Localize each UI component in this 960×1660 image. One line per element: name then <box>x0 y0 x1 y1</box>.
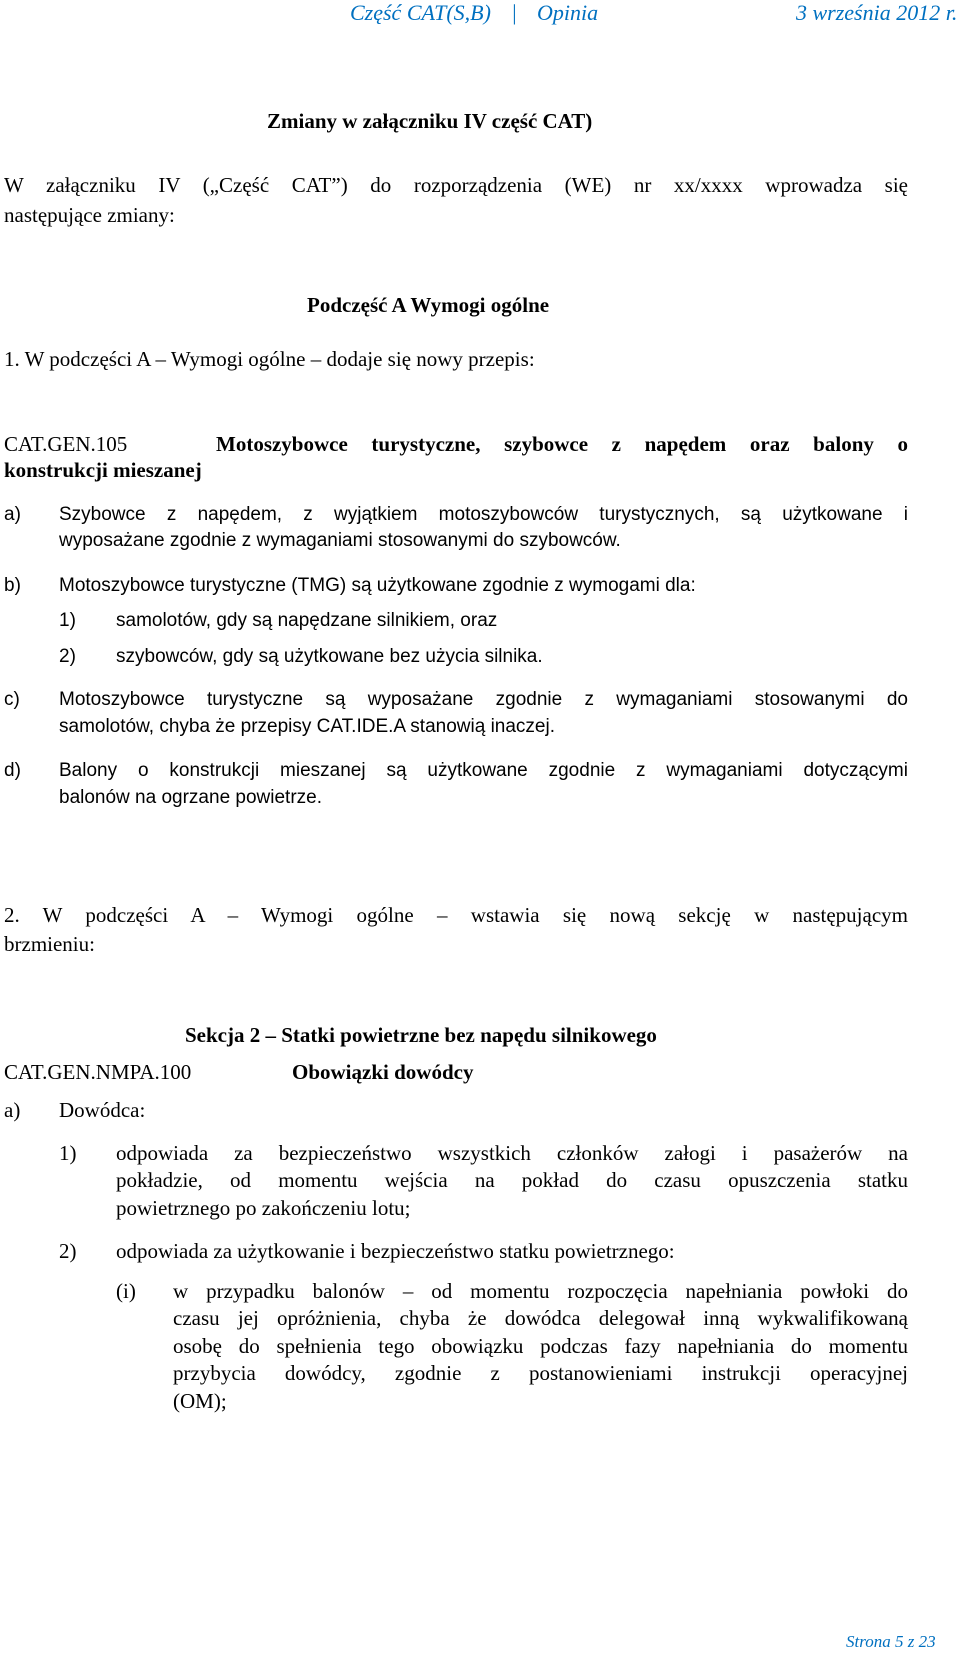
subpart-a-heading: Podczęść A Wymogi ogólne <box>307 293 550 317</box>
gen105-title-line-1: Motoszybowce turystyczne, szybowce z napędem oraz balony o <box>216 432 908 456</box>
nmpa100-item-2-text: odpowiada za użytkowanie i bezpieczeństwo statku powietrznego: <box>116 1239 675 1263</box>
nmpa100-item-2-label: 2) <box>59 1239 77 1263</box>
section-2-heading: Sekcja 2 – Statki powietrzne bez napędu silnikowego <box>185 1023 657 1047</box>
header-part: Część CAT(S,B) <box>350 0 491 25</box>
gen105-c-label: c) <box>4 689 20 710</box>
gen105-title-line-2: konstrukcji mieszanej <box>4 458 202 482</box>
gen105-a-label: a) <box>4 504 21 525</box>
item-2-line-1: 2. W podczęści A – Wymogi ogólne – wstawia się nową sekcję w następującym <box>4 903 908 927</box>
gen105-d-line-1: Balony o konstrukcji mieszanej są użytkowane zgodnie z wymaganiami dotyczącymi <box>59 760 908 781</box>
header-date: 3 września 2012 r. <box>796 0 958 25</box>
page-number-footer: Strona 5 z 23 <box>846 1632 936 1651</box>
nmpa100-title: Obowiązki dowódcy <box>292 1060 474 1084</box>
gen105-ref: CAT.GEN.105 <box>4 432 128 456</box>
nmpa100-a-text: Dowódca: <box>59 1098 146 1122</box>
nmpa100-item-1-line-1: odpowiada za bezpieczeństwo wszystkich członków załogi i pasażerów na <box>116 1141 908 1165</box>
intro-line-2: następujące zmiany: <box>4 203 175 227</box>
item-2-line-2: brzmieniu: <box>4 932 95 956</box>
nmpa100-subitem-i-line-3: osobę do spełnienia tego obowiązku podczas fazy napełniania do momentu <box>173 1334 908 1358</box>
nmpa100-item-1-line-3: powietrznego po zakończeniu lotu; <box>116 1196 411 1220</box>
nmpa100-subitem-i-line-2: czasu jej opróżnienia, chyba że dowódca delegował inną wykwalifikowaną <box>173 1306 908 1330</box>
gen105-c-line-1: Motoszybowce turystyczne są wyposażane zgodnie z wymaganiami stosowanymi do <box>59 689 908 710</box>
item-1-text: 1. W podczęści A – Wymogi ogólne – dodaje się nowy przepis: <box>4 347 535 371</box>
gen105-c-line-2: samolotów, chyba że przepisy CAT.IDE.A stanowią inaczej. <box>59 716 555 737</box>
gen105-b-line-1: Motoszybowce turystyczne (TMG) są użytkowane zgodnie z wymogami dla: <box>59 575 696 596</box>
running-header <box>0 0 960 30</box>
gen105-a-line-2: wyposażane zgodnie z wymaganiami stosowanymi do szybowców. <box>59 530 621 551</box>
nmpa100-subitem-i-line-1: w przypadku balonów – od momentu rozpoczęcia napełniania powłoki do <box>173 1279 908 1303</box>
gen105-b1-label: 1) <box>59 610 76 631</box>
header-type: Opinia <box>537 0 599 25</box>
nmpa100-subitem-i-label: (i) <box>116 1279 136 1303</box>
nmpa100-ref: CAT.GEN.NMPA.100 <box>4 1060 192 1084</box>
gen105-d-label: d) <box>4 760 21 781</box>
gen105-b2-text: szybowców, gdy są użytkowane bez użycia silnika. <box>116 646 543 667</box>
nmpa100-subitem-i-line-5: (OM); <box>173 1389 227 1413</box>
nmpa100-item-1-line-2: pokładzie, od momentu wejścia na pokład do czasu opuszczenia statku <box>116 1168 908 1192</box>
gen105-b2-label: 2) <box>59 646 76 667</box>
intro-line-1: W załączniku IV („Część CAT”) do rozporządzenia (WE) nr xx/xxxx wprowadza się <box>4 173 908 197</box>
header-separator: | <box>511 0 518 25</box>
gen105-a-line-1: Szybowce z napędem, z wyjątkiem motoszybowców turystycznych, są użytkowane i <box>59 504 908 525</box>
nmpa100-a-label: a) <box>4 1098 21 1122</box>
gen105-b-label: b) <box>4 575 21 596</box>
gen105-b1-text: samolotów, gdy są napędzane silnikiem, oraz <box>116 610 498 631</box>
document-title: Zmiany w załączniku IV część CAT) <box>267 109 593 133</box>
nmpa100-subitem-i-line-4: przybycia dowódcy, zgodnie z postanowieniami instrukcji operacyjnej <box>173 1361 908 1385</box>
gen105-d-line-2: balonów na ogrzane powietrze. <box>59 787 323 808</box>
nmpa100-item-1-label: 1) <box>59 1141 77 1165</box>
